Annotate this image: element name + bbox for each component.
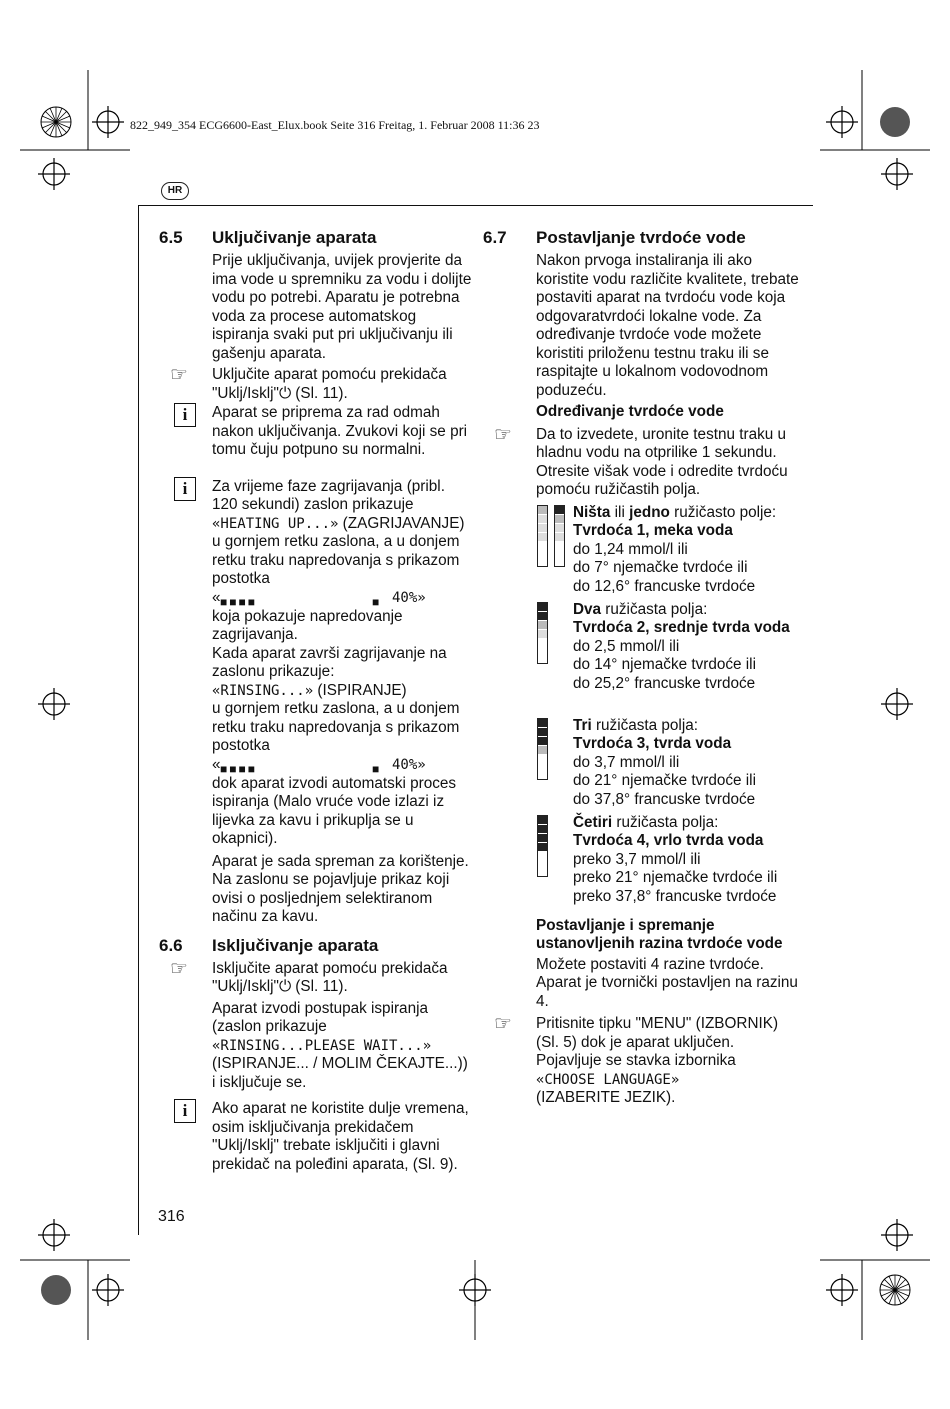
pointing-hand-icon: ☞ xyxy=(494,423,512,446)
hardness-level xyxy=(536,717,800,814)
progress-display xyxy=(212,589,474,608)
level-line: do 7° njemačke tvrdoće ili xyxy=(573,559,748,576)
quote-open: « xyxy=(212,588,221,606)
display-text: «HEATING UP...» xyxy=(212,515,339,532)
action-item xyxy=(170,364,474,403)
display-text: «RINSING...PLEASE WAIT...» xyxy=(212,1037,432,1054)
test-strip xyxy=(537,815,548,877)
info-text: (ISPIRANJE) xyxy=(313,681,407,699)
hardness-level xyxy=(536,504,800,601)
level-title: Tvrdoća 3, tvrda voda xyxy=(573,735,732,752)
progress-percent: 40%» xyxy=(392,589,426,606)
level-line: do 2,5 mmol/l ili xyxy=(573,637,680,655)
info-text: Za vrijeme faze zagrijavanja (pribl. 120 sekundi) zaslon prikazuje xyxy=(212,477,445,513)
action-text: Pritisnite tipku "MENU" (IZBORNIK) (Sl. 5) dok je aparat uključen. xyxy=(536,1015,779,1051)
level-line: do 3,7 mmol/l ili xyxy=(573,753,680,771)
pointing-hand-icon: ☞ xyxy=(494,1013,512,1035)
action-text-tail: (Sl. 11). xyxy=(291,384,348,402)
progress-blocks: ■■■■ xyxy=(220,594,257,609)
action-item xyxy=(494,1013,800,1108)
level-title: Tvrdoća 1, meka voda xyxy=(573,522,733,539)
level-line: do 14° njemačke tvrdoće ili xyxy=(573,656,756,673)
level-lead: ili xyxy=(610,503,630,521)
right-column xyxy=(483,228,800,1108)
level-line: do 12,6° francuske tvrdoće xyxy=(573,577,756,595)
subheading: Određivanje tvrdoće vode xyxy=(536,403,724,420)
info-text: u gornjem retku zaslona, a u donjem retku traku napredovanja s prikazom postotka xyxy=(212,700,460,754)
progress-display xyxy=(212,756,474,775)
level-lead: ružičasta polja: xyxy=(612,813,719,831)
info-text: Kada aparat završi zagrijavanje na zaslonu prikazuje: xyxy=(212,644,447,680)
info-item xyxy=(182,404,474,460)
test-strip xyxy=(537,505,548,567)
info-icon: i xyxy=(174,477,196,501)
level-lead: Tri xyxy=(573,716,592,734)
section-6-6-heading xyxy=(159,935,474,956)
display-text: «CHOOSE LANGUAGE» xyxy=(536,1071,680,1088)
action-text: Pojavljuje se stavka izbornika xyxy=(536,1052,736,1069)
level-lead: ružičasto polje: xyxy=(669,503,777,521)
section-title: Uključivanje aparata xyxy=(212,228,377,247)
action-text: Uključite aparat pomoću prekidača "Uklj/Isklj" xyxy=(212,366,447,402)
section-6-5-heading xyxy=(159,228,474,248)
language-badge: HR xyxy=(161,182,189,200)
action-item xyxy=(494,423,800,500)
info-icon: i xyxy=(174,1099,196,1123)
paragraph: Prije uključivanja, uvijek provjerite da ima vode u spremniku za vodu i dolijte vodu po potrebi. Aparatu je potrebna voda za procese automatskog ispiranja svaki put pri uključivanju ili gašenju aparata. xyxy=(212,252,472,362)
test-strip xyxy=(537,718,548,780)
info-item xyxy=(182,1100,474,1174)
info-text: Ako aparat ne koristite dulje vremena, osim isključivanja prekidačem "Uklj/Isklj" trebate isključiti i glavni prekidač na poleđini aparata, (Sl. 9). xyxy=(212,1100,469,1173)
info-item xyxy=(182,477,474,927)
action-item xyxy=(170,957,474,997)
level-lead: ružičasta polja: xyxy=(601,600,708,618)
quote-open: « xyxy=(212,755,221,773)
pointing-hand-icon: ☞ xyxy=(170,364,188,386)
level-title: Tvrdoća 2, srednje tvrda voda xyxy=(573,619,790,636)
action-text-tail: (Sl. 11). xyxy=(291,978,348,995)
level-line: do 1,24 mmol/l ili xyxy=(573,540,688,558)
info-text: koja pokazuje napredovanje zagrijavanja. xyxy=(212,607,403,643)
info-icon: i xyxy=(174,403,196,427)
power-icon: ⏻ xyxy=(278,384,292,402)
info-text: Aparat se priprema za rad odmah nakon uključivanja. Zvukovi koji se pri tomu čuju potpuno su normalni. xyxy=(212,404,468,458)
paragraph-text: Aparat izvodi postupak ispiranja (zaslon prikazuje xyxy=(212,999,428,1035)
section-title: Isključivanje aparata xyxy=(212,935,379,955)
frame-top-rule xyxy=(138,205,813,206)
paragraph-text: (ISPIRANJE... / MOLIM ČEKAJTE...)) i isključuje se. xyxy=(212,1055,468,1091)
action-text: Isključite aparat pomoću prekidača "Uklj/Isklj" xyxy=(212,959,448,995)
progress-percent: 40%» xyxy=(392,756,426,773)
info-text: Aparat je sada spreman za korištenje. Na zaslonu se pojavljuje prikaz koji ovisi o posljednjem selektiranom načinu za kavu. xyxy=(212,852,469,925)
level-lead: Dva xyxy=(573,600,602,618)
section-6-7-heading xyxy=(483,228,800,248)
action-text: (IZABERITE JEZIK). xyxy=(536,1089,676,1106)
power-icon: ⏻ xyxy=(278,978,292,995)
action-text: Da to izvedete, uronite testnu traku u hladnu vodu na otprilike 1 sekundu. Otresite višak vode i odredite tvrdoću pomoću ružičastih polja. xyxy=(536,425,788,498)
progress-block: ■ xyxy=(372,761,380,776)
section-title: Postavljanje tvrdoće vode xyxy=(536,228,746,247)
level-line: do 21° njemačke tvrdoće ili xyxy=(573,772,756,789)
paragraph: Nakon prvoga instaliranja ili ako koristite vodu različite kvalitete, trebate postaviti aparat na tvrdoću vode koja odgovaratvrdoći lokalne vode. Za određivanje tvrdoće vode možete koristiti priloženu testnu traku ili se raspitajte u lokalnom vodovodnom poduzeću. xyxy=(536,252,799,399)
level-line: do 37,8° francuske tvrdoće xyxy=(573,790,756,808)
hardness-level xyxy=(536,814,800,911)
section-number: 6.7 xyxy=(483,228,507,247)
hardness-levels xyxy=(536,504,800,911)
progress-block: ■ xyxy=(372,594,380,609)
level-lead: jedno xyxy=(629,503,670,521)
level-lead: ružičasta polja: xyxy=(591,716,698,734)
info-text: (ZAGRIJAVANJE) u gornjem retku zaslona, a u donjem retku traku napredovanja s prikazom postotka xyxy=(212,514,465,587)
subheading: Postavljanje i spremanje ustanovljenih razina tvrdoće vode xyxy=(536,916,783,952)
paragraph: Možete postaviti 4 razine tvrdoće. Aparat je tvornički postavljen na razinu 4. xyxy=(536,955,798,1010)
test-strip xyxy=(554,505,565,567)
level-lead: Ništa xyxy=(573,503,611,521)
pointing-hand-icon: ☞ xyxy=(170,957,188,980)
level-line: preko 21° njemačke tvrdoće ili xyxy=(573,869,778,886)
frame-left-rule xyxy=(138,205,139,1235)
level-line: preko 37,8° francuske tvrdoće xyxy=(573,887,777,905)
page-number: 316 xyxy=(158,1208,185,1225)
print-header: 822_949_354 ECG6600-East_Elux.book Seite 316 Freitag, 1. Februar 2008 11:36 23 xyxy=(130,118,540,132)
level-line: do 25,2° francuske tvrdoće xyxy=(573,674,756,692)
level-line: preko 3,7 mmol/l ili xyxy=(573,850,701,868)
section-number: 6.5 xyxy=(159,228,183,247)
level-lead: Četiri xyxy=(573,813,613,831)
progress-blocks: ■■■■ xyxy=(220,761,257,776)
hardness-level xyxy=(536,601,800,717)
info-text: dok aparat izvodi automatski proces ispiranja (Malo vruće vode izlazi iz lijevka za kavu i prikuplja se u okapnici). xyxy=(212,774,457,847)
level-title: Tvrdoća 4, vrlo tvrda voda xyxy=(573,832,764,849)
test-strip xyxy=(537,602,548,664)
display-text: «RINSING...» xyxy=(212,682,314,699)
left-column xyxy=(159,228,474,1174)
section-number: 6.6 xyxy=(159,935,183,955)
paragraph xyxy=(212,1000,474,1093)
